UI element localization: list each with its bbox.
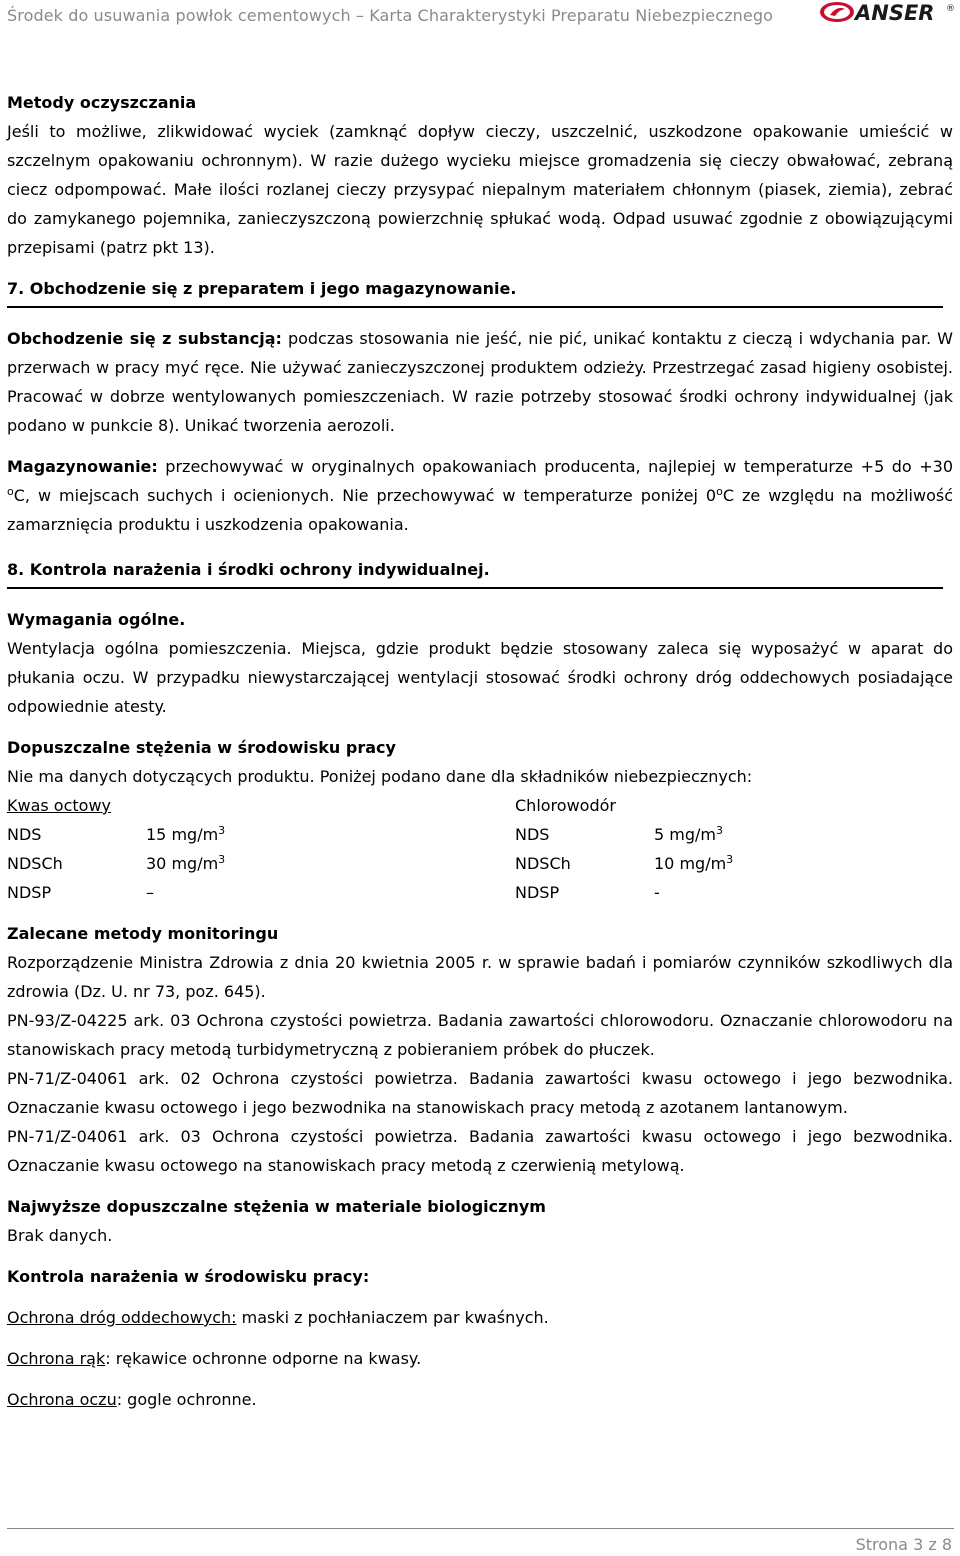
monitoring-item: PN-93/Z-04225 ark. 03 Ochrona czystości powietrza. Badania zawartości chlorowodoru. Oznaczanie chlorowodoru na stanowiskach pracy metodą turbidymetryczną z pobieraniem próbek do płuczek. (7, 1011, 953, 1059)
bio-heading: Najwyższe dopuszczalne stężenia w materiale biologicznym (7, 1197, 546, 1216)
control-heading: Kontrola narażenia w środowisku pracy: (7, 1267, 370, 1286)
page-number: Strona 3 z 8 (855, 1535, 952, 1554)
cleaning-text: Jeśli to możliwe, zlikwidować wyciek (zamknąć dopływ cieczy, uszczelnić, uszkodzone opakowanie umieścić w szczelnym opakowaniu ochronnym). W razie dużego wycieku miejsce gromadzenia się cieczy obwałować, zebraną ciecz odpompować. Małe ilości rozlanej cieczy przysypać niepalnym materiałem chłonnym (piasek, ziemia), zebrać do zamykanego pojemnika, zanieczyszczoną powierzchnię spłukać wodą. Odpad usuwać zgodnie z obowiązującymi przepisami (patrz pkt 13). (7, 122, 953, 257)
storage-text-2: C, w miejscach suchych i ocienionych. Nie przechowywać w temperaturze poniżej 0 (13, 486, 717, 505)
substance-b-name: Chlorowodór (515, 796, 616, 815)
page-header (0, 0, 960, 34)
limit-label: NDSCh (7, 854, 63, 873)
bio-text: Brak danych. (7, 1226, 113, 1245)
limit-value: – (146, 883, 154, 902)
limit-label: NDSP (7, 883, 52, 902)
handling-paragraph (7, 324, 953, 440)
respiratory-text: maski z pochłaniaczem par kwaśnych. (236, 1308, 549, 1327)
limit-value: 5 $mg/m^3$ (654, 824, 723, 844)
limit-value: 10 $mg/m^3$ (654, 853, 734, 873)
monitoring-item: PN-71/Z-04061 ark. 03 Ochrona czystości powietrza. Badania zawartości kwasu octowego i jego bezwodnika. Oznaczanie kwasu octowego na stanowiskach pracy metodą z czerwienią metylową. (7, 1127, 953, 1175)
storage-label: Magazynowanie: (7, 457, 158, 476)
eye-text: : gogle ochronne. (116, 1390, 257, 1409)
monitoring-heading: Zalecane metody monitoringu (7, 924, 279, 943)
substance-a-name: Kwas octowy (7, 796, 112, 815)
degree-sup-2: o (716, 485, 723, 498)
general-heading: Wymagania ogólne. (7, 610, 186, 629)
limit-label: NDS (515, 825, 550, 844)
general-text: Wentylacja ogólna pomieszczenia. Miejsca, gdzie produkt będzie stosowany zaleca się wyposażyć w aparat do płukania oczu. W przypadku niewystarczającej wentylacji stosować środki ochrony dróg oddechowych posiadające odpowiednie atesty. (7, 639, 953, 716)
footer-rule (7, 1528, 954, 1529)
logo-text: ANSER (855, 1, 935, 25)
document-title: Środek do usuwania powłok cementowych – Karta Charakterystyki Preparatu Niebezpiecznego (7, 6, 773, 25)
handling-text: podczas stosowania nie jeść, nie pić, unikać kontaktu z cieczą i wdychania par. W przerwach w pracy myć ręce. Nie używać zanieczyszczonej produktem odzieży. Przestrzegać zasad higieny osobistej. Pracować w dobrze wentylowanych pomieszczeniach. W razie potrzeby stosować środki ochrony indywidualnej (jak podano w punkcie 8). Unikać tworzenia aerozoli. (7, 329, 953, 435)
exposure-limits-table (7, 791, 953, 907)
monitoring-item: Rozporządzenie Ministra Zdrowia z dnia 20 kwietnia 2005 r. w sprawie badań i pomiarów czynników szkodliwych dla zdrowia (Dz. U. nr 73, poz. 645). (7, 953, 953, 1001)
eye-label: Ochrona oczu (7, 1390, 117, 1409)
hand-protection (7, 1344, 953, 1373)
eye-protection (7, 1385, 953, 1414)
document-body (7, 88, 953, 1414)
monitoring-item: PN-71/Z-04061 ark. 02 Ochrona czystości powietrza. Badania zawartości kwasu octowego i jego bezwodnika. Oznaczanie kwasu octowego i jego bezwodnika na stanowiskach pracy metodą z azotanem lantanowym. (7, 1069, 953, 1117)
degree-sup-1: o (7, 485, 14, 498)
storage-text-1: przechowywać w oryginalnych opakowaniach producenta, najlepiej w temperaturze +5 do +30 (157, 457, 953, 476)
limit-label: NDSP (515, 883, 560, 902)
hand-label: Ochrona rąk (7, 1349, 106, 1368)
logo-registered: ® (946, 4, 955, 14)
section-8-title: 8. Kontrola narażenia i środki ochrony indywidualnej. (7, 560, 490, 579)
section-7-title: 7. Obchodzenie się z preparatem i jego magazynowanie. (7, 279, 517, 298)
storage-paragraph (7, 452, 953, 539)
storage-text-3: C ze względu na możliwość zamarznięcia produktu i uszkodzenia opakowania. (7, 486, 954, 534)
anser-logo (818, 0, 958, 26)
limit-label: NDSCh (515, 854, 571, 873)
hand-text: : rękawice ochronne odporne na kwasy. (105, 1349, 422, 1368)
respiratory-label: Ochrona dróg oddechowych: (7, 1308, 237, 1327)
limits-heading: Dopuszczalne stężenia w środowisku pracy (7, 738, 396, 757)
limit-label: NDS (7, 825, 42, 844)
limit-value: - (654, 883, 660, 902)
handling-label: Obchodzenie się z substancją: (7, 329, 282, 348)
respiratory-protection (7, 1303, 953, 1332)
cleaning-heading: Metody oczyszczania (7, 93, 197, 112)
limits-intro: Nie ma danych dotyczących produktu. Poniżej podano dane dla składników niebezpiecznych: (7, 767, 753, 786)
limit-value: 15 $mg/m^3$ (146, 824, 226, 844)
limit-value: 30 $mg/m^3$ (146, 853, 226, 873)
